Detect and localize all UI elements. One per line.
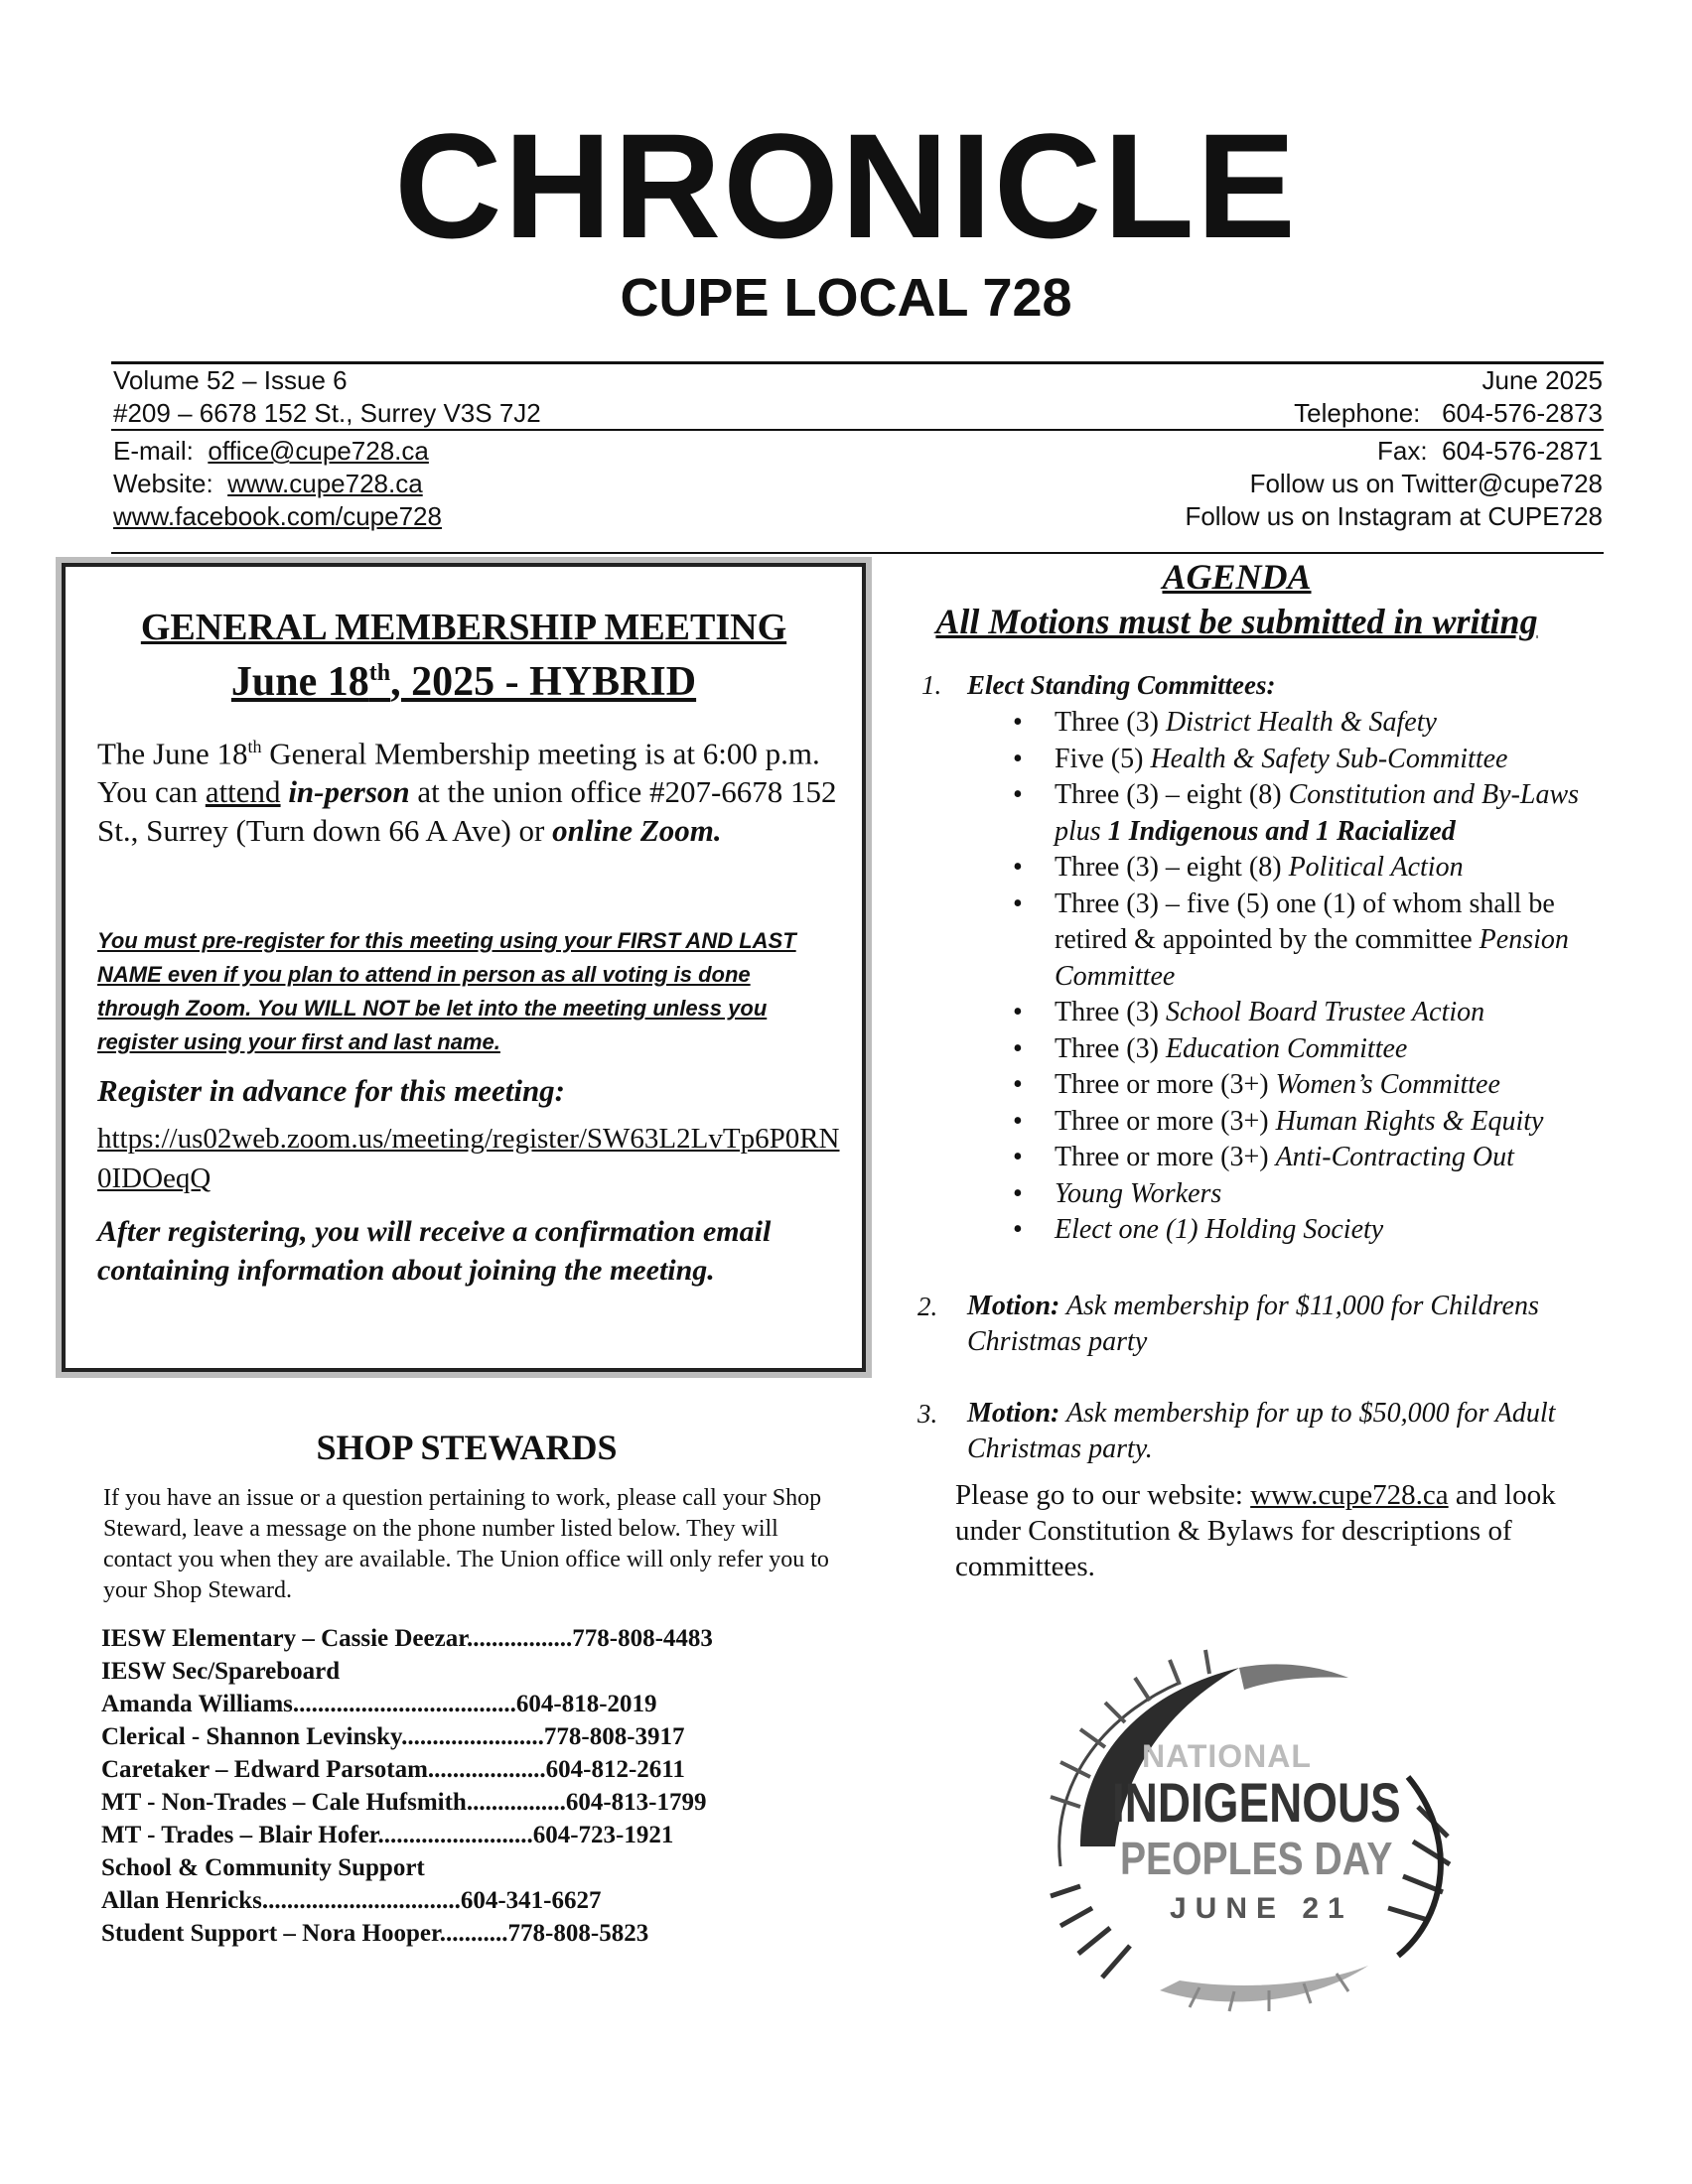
email-link[interactable]: office@cupe728.ca (208, 436, 429, 466)
fax-line (1377, 435, 1603, 468)
steward-line: IESW Elementary – Cassie Deezar.................778-808-4483 (101, 1625, 713, 1652)
steward-line: Amanda Williams....................................604-818-2019 (101, 1691, 657, 1717)
stewards-list (101, 1622, 856, 1950)
indigenous-peoples-day-logo (1021, 1638, 1468, 2015)
office-address: #209 – 6678 152 St., Surrey V3S 7J2 (113, 398, 541, 428)
steward-line: MT - Non-Trades – Cale Hufsmith................604-813-1799 (101, 1789, 707, 1816)
header-rule-bottom (111, 552, 1604, 554)
committee-list (1009, 705, 1615, 1249)
logo-text-indigenous: INDIGENOUS (1112, 1771, 1401, 1835)
committee-item: • Elect one (1) Holding Society (1009, 1212, 1615, 1249)
website-link[interactable]: www.cupe728.ca (227, 469, 423, 498)
agenda-item-number: 1. (921, 670, 942, 700)
committee-item: • Three (3) School Board Trustee Action (1009, 995, 1615, 1031)
telephone-number: 604-576-2873 (1442, 398, 1603, 428)
stewards-intro: If you have an issue or a question pertaining to work, please call your Shop Steward, leave a message on the phone number listed below. They will contact you when they are available. The Union office will only refer you to your Shop Steward. (103, 1485, 829, 1603)
committee-item: • Three or more (3+) Anti-Contracting Out (1009, 1140, 1615, 1176)
motion-adult-party: Motion: Ask membership for up to $50,000 for Adult Christmas party. (967, 1398, 1556, 1464)
committee-item: • Three or more (3+) Women’s Committee (1009, 1067, 1615, 1104)
agenda-heading: AGENDA (1162, 557, 1312, 597)
committee-item: • Three or more (3+) Human Rights & Equity (1009, 1104, 1615, 1141)
telephone-line (1294, 397, 1603, 430)
meeting-date: June 18th, 2025 - HYBRID (230, 659, 697, 705)
after-registering-note: After registering, you will receive a confirmation email containing information about joining the meeting. (97, 1215, 772, 1287)
agenda-item-number: 2. (917, 1292, 938, 1321)
newsletter-title: CHRONICLE (394, 102, 1298, 269)
volume-issue: Volume 52 – Issue 6 (113, 365, 348, 395)
agenda-item-title: Elect Standing Committees: (967, 670, 1276, 700)
register-heading: Register in advance for this meeting: (97, 1073, 566, 1108)
fax-number: 604-576-2871 (1442, 436, 1603, 466)
committee-item: • Three (3) District Health & Safety (1009, 705, 1615, 742)
stewards-heading: SHOP STEWARDS (316, 1428, 618, 1467)
twitter-line: Follow us on Twitter@cupe728 (1249, 469, 1603, 498)
committee-item: • Five (5) Health & Safety Sub-Committee (1009, 742, 1615, 778)
agenda-item-number: 3. (917, 1399, 938, 1429)
email-label: E-mail: (113, 436, 194, 466)
instagram-line: Follow us on Instagram at CUPE728 (1185, 501, 1603, 531)
zoom-register-link[interactable]: https://us02web.zoom.us/meeting/register/SW63L2LvTp6P0RN0IDOeqQ (97, 1123, 840, 1194)
steward-line: School & Community Support (101, 1854, 425, 1881)
committee-item: • Three (3) – eight (8) Constitution and By-Laws plus 1 Indigenous and 1 Racialized (1009, 777, 1615, 850)
telephone-label: Telephone: (1294, 398, 1421, 428)
email-line (113, 435, 429, 468)
motion-childrens-party: Motion: Ask membership for $11,000 for Childrens Christmas party (967, 1291, 1539, 1357)
steward-line: Allan Henricks................................604-341-6627 (101, 1887, 602, 1914)
logo-text-national: NATIONAL (1142, 1738, 1312, 1774)
committee-item: • Young Workers (1009, 1176, 1615, 1213)
meeting-heading: GENERAL MEMBERSHIP MEETING (140, 607, 787, 648)
fax-label: Fax: (1377, 436, 1428, 466)
steward-line: Caretaker – Edward Parsotam...................604-812-2611 (101, 1756, 685, 1783)
steward-line: MT - Trades – Blair Hofer.........................604-723-1921 (101, 1822, 674, 1848)
website-line (113, 468, 423, 500)
committee-item: • Three (3) – five (5) one (1) of whom shall be retired & appointed by the committee Pension Committee (1009, 887, 1615, 996)
meeting-details: The June 18th General Membership meeting is at 6:00 p.m. You can attend in-person at the union office #207-6678 152 St., Surrey (Turn down 66 A Ave) or online Zoom. (97, 736, 837, 849)
agenda-subheading: All Motions must be submitted in writing (935, 602, 1538, 641)
logo-text-date: JUNE 21 (1170, 1892, 1353, 1925)
preregister-notice: You must pre-register for this meeting using your FIRST AND LAST NAME even if you plan to attend in person as all voting is done through Zoom. You WILL NOT be let into the meeting unless you register using your first and last name. (97, 928, 796, 1054)
steward-line: Student Support – Nora Hooper...........778-808-5823 (101, 1920, 649, 1947)
website-label: Website: (113, 469, 213, 498)
facebook-link-text[interactable]: www.facebook.com/cupe728 (113, 501, 442, 531)
meeting-box (62, 563, 866, 1372)
website-note-link[interactable]: www.cupe728.ca (1250, 1479, 1449, 1511)
committee-item: • Three (3) Education Committee (1009, 1031, 1615, 1068)
issue-date: June 2025 (1481, 365, 1603, 395)
committee-item: • Three (3) – eight (8) Political Action (1009, 850, 1615, 887)
steward-line: IESW Sec/Spareboard (101, 1658, 341, 1685)
newsletter-subtitle: CUPE LOCAL 728 (620, 268, 1072, 328)
facebook-link[interactable] (113, 500, 442, 533)
steward-line: Clerical - Shannon Levinsky.......................778-808-3917 (101, 1723, 685, 1750)
website-note: Please go to our website: www.cupe728.ca and look under Constitution & Bylaws for descriptions of committees. (955, 1479, 1556, 1582)
logo-text-peoples-day: PEOPLES DAY (1120, 1834, 1393, 1885)
